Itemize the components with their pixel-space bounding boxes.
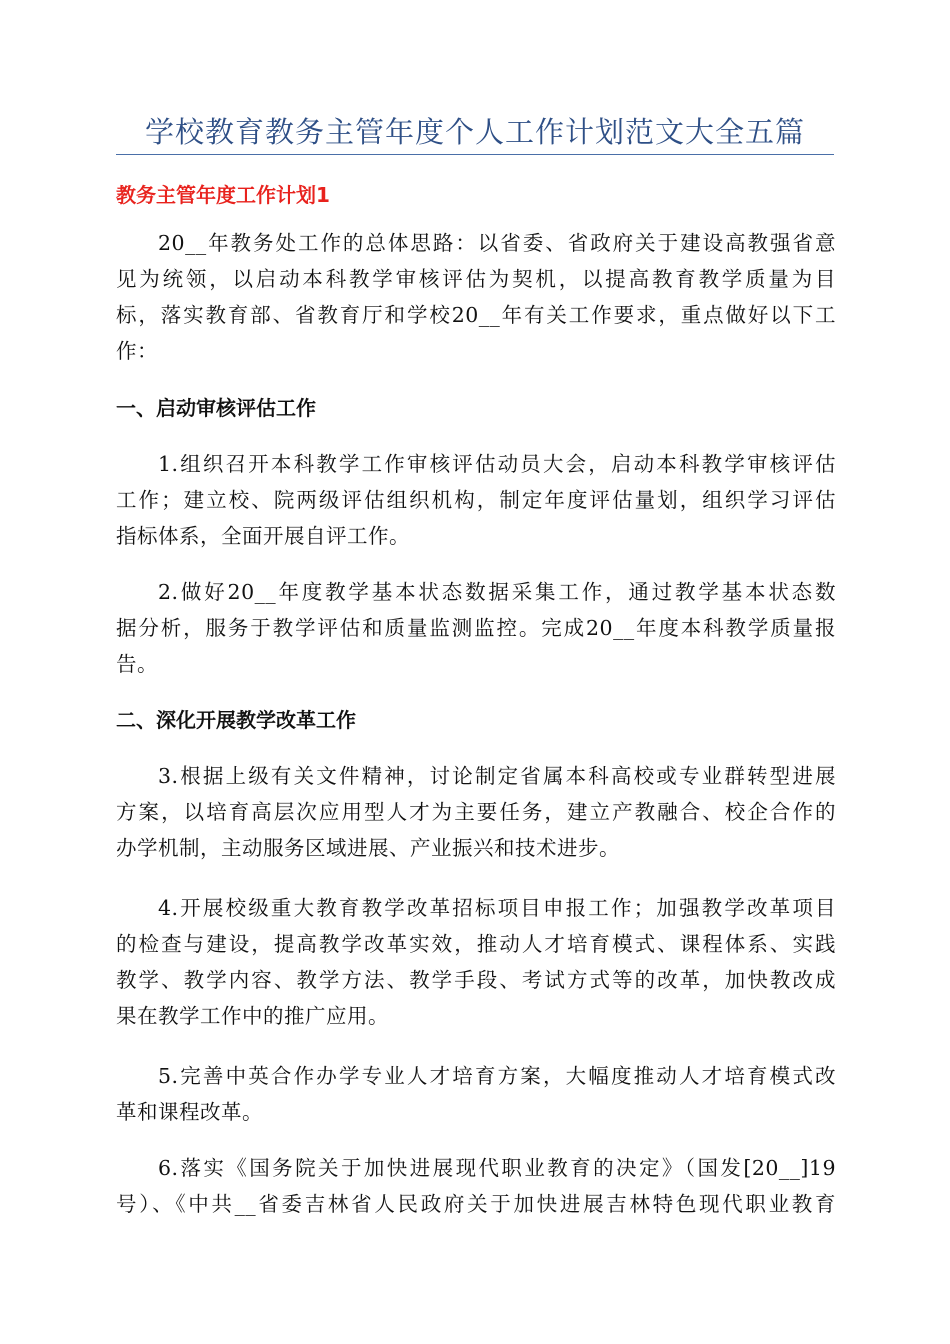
section-heading-2: 二、深化开展教学改革工作 xyxy=(116,708,356,732)
item-4-paragraph xyxy=(116,890,836,1034)
text-line: 20__年教务处工作的总体思路：以省委、省政府关于建设高教强省意 xyxy=(158,231,836,255)
text-line: 工作；建立校、院两级评估组织机构，制定年度评估量划，组织学习评估 xyxy=(116,488,836,512)
text-line: 4.开展校级重大教育教学改革招标项目申报工作；加强教学改革项目 xyxy=(158,896,836,920)
text-line: 作： xyxy=(116,339,158,363)
text-line: 1.组织召开本科教学工作审核评估动员大会，启动本科教学审核评估 xyxy=(158,452,836,476)
item-6-paragraph xyxy=(116,1150,836,1222)
text-line: 据分析，服务于教学评估和质量监测监控。完成20__年度本科教学质量报 xyxy=(116,616,836,640)
item-3-paragraph xyxy=(116,758,836,866)
text-line: 标，落实教育部、省教育厅和学校20__年有关工作要求，重点做好以下工 xyxy=(116,303,836,327)
text-line: 教学、教学内容、教学方法、教学手段、考试方式等的改革，加快教改成 xyxy=(116,968,836,992)
item-2-paragraph xyxy=(116,574,836,682)
intro-paragraph xyxy=(116,225,836,369)
text-line: 的检查与建设，提高教学改革实效，推动人才培育模式、课程体系、实践 xyxy=(116,932,836,956)
text-line: 告。 xyxy=(116,652,158,676)
text-line: 指标体系，全面开展自评工作。 xyxy=(116,524,410,548)
text-line: 方案，以培育高层次应用型人才为主要任务，建立产教融合、校企合作的 xyxy=(116,800,836,824)
text-line: 果在教学工作中的推广应用。 xyxy=(116,1004,389,1028)
text-line: 3.根据上级有关文件精神，讨论制定省属本科高校或专业群转型进展 xyxy=(158,764,836,788)
text-line: 革和课程改革。 xyxy=(116,1100,263,1124)
item-1-paragraph xyxy=(116,446,836,554)
text-line: 见为统领，以启动本科教学审核评估为契机，以提高教育教学质量为目 xyxy=(116,267,836,291)
text-line: 5.完善中英合作办学专业人才培育方案，大幅度推动人才培育模式改 xyxy=(158,1064,836,1088)
page-title: 学校教育教务主管年度个人工作计划范文大全五篇 xyxy=(144,115,805,149)
text-line: 2.做好20__年度教学基本状态数据采集工作，通过教学基本状态数 xyxy=(158,580,836,604)
plan-subtitle: 教务主管年度工作计划1 xyxy=(116,183,330,207)
text-line: 6.落实《国务院关于加快进展现代职业教育的决定》（国发[20__]19 xyxy=(158,1156,836,1180)
text-line: 号）、《中共__省委吉林省人民政府关于加快进展吉林特色现代职业教育 xyxy=(116,1192,836,1216)
text-line: 办学机制，主动服务区域进展、产业振兴和技术进步。 xyxy=(116,836,620,860)
item-5-paragraph xyxy=(116,1058,836,1130)
section-heading-1: 一、启动审核评估工作 xyxy=(116,396,316,420)
title-underline xyxy=(116,154,834,155)
